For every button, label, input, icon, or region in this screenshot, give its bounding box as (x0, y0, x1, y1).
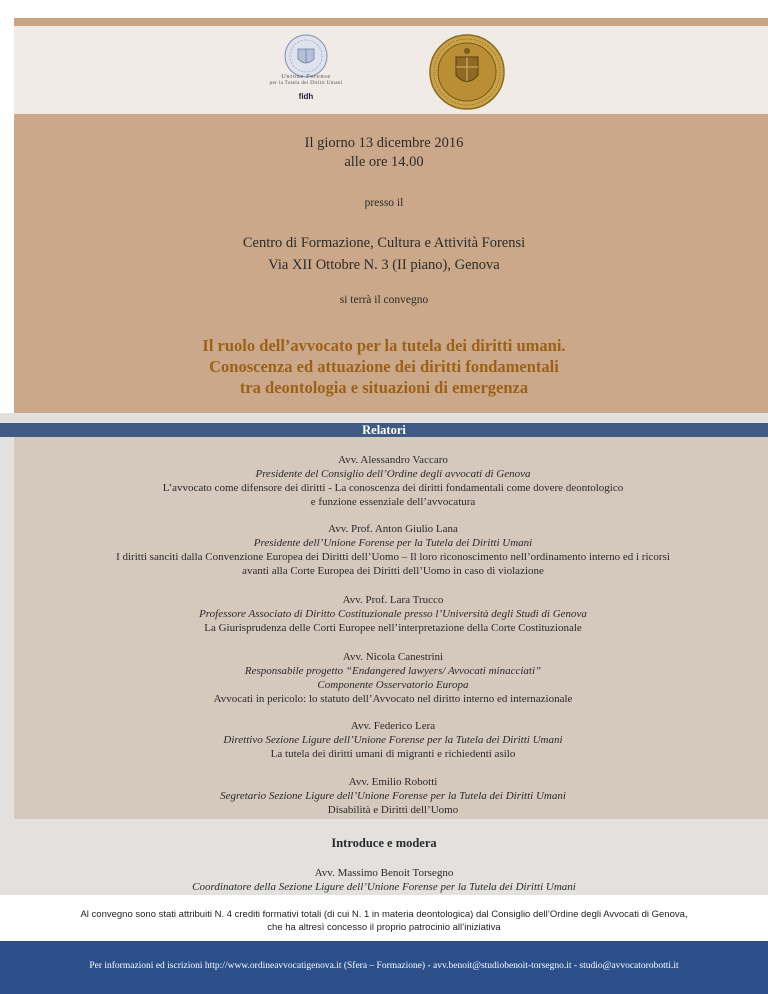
relatori-heading: Relatori (362, 423, 406, 437)
speaker-name: Avv. Prof. Anton Giulio Lana (328, 523, 458, 535)
speaker-role: Responsabile progetto “Endangered lawyers/ Avvocati minacciati” (244, 665, 542, 677)
moderator-role: Coordinatore della Sezione Ligure dell’Unione Forense per la Tutela dei Diritti Umani (192, 881, 576, 893)
fidh-badge: fidh (298, 92, 314, 101)
presso-label: presso il (364, 197, 404, 209)
event-title (0, 335, 768, 398)
event-time: alle ore 14.00 (344, 154, 424, 170)
speaker-name: Avv. Emilio Robotti (348, 776, 438, 788)
speaker-talk-line: L’avvocato come difensore dei diritti - La conoscenza dei diritti fondamentali come dovere deontologico (162, 482, 624, 494)
event-title-line2: Conoscenza ed attuazione dei diritti fondamentali (209, 357, 559, 376)
speaker-robotti (14, 775, 768, 817)
logo-band (14, 26, 768, 114)
credits-line1: Al convegno sono stati attribuiti N. 4 crediti formativi totali (di cui N. 1 in materia deontologica) dal Consiglio dell’Ordine degli Avvocati di Genova, (80, 909, 688, 920)
speaker-trucco (14, 593, 768, 635)
credits-line2: che ha altresì concesso il proprio patrocinio all’iniziativa (267, 922, 501, 933)
speaker-name: Avv. Federico Lera (350, 720, 436, 732)
speaker-role: Presidente del Consiglio dell’Ordine degli avvocati di Genova (255, 468, 531, 480)
top-accent-bar (14, 18, 768, 26)
logo-left-caption (252, 73, 360, 87)
speaker-talk-line: La tutela dei diritti umani di migranti e richiedenti asilo (270, 748, 516, 760)
logo-left-line1: Unione Forense (281, 73, 331, 80)
speaker-role: Professore Associato di Diritto Costituzionale presso l’Università degli Studi di Genova (199, 608, 587, 620)
event-title-line3: tra deontologia e situazioni di emergenza (239, 378, 529, 397)
speaker-name: Avv. Alessandro Vaccaro (338, 454, 448, 466)
speaker-talk-line: I diritti sanciti dalla Convenzione Europea dei Diritti dell’Uomo – Il loro riconoscimento nell’ordinamento interno ed i ricorsi (116, 551, 670, 563)
speaker-name: Avv. Nicola Canestrini (342, 651, 444, 663)
event-date: Il giorno 13 dicembre 2016 (304, 135, 464, 151)
speaker-vaccaro (14, 453, 768, 509)
speaker-role: Direttivo Sezione Ligure dell’Unione Forense per la Tutela dei Diritti Umani (223, 734, 563, 746)
moderator-name: Avv. Massimo Benoit Torsegno (314, 867, 454, 879)
speaker-name: Avv. Prof. Lara Trucco (342, 594, 444, 606)
speaker-role: Segretario Sezione Ligure dell’Unione Forense per la Tutela dei Diritti Umani (220, 790, 566, 802)
moderator-heading: Introduce e modera (331, 836, 437, 850)
speaker-role-secondary: Componente Osservatorio Europa (317, 679, 469, 691)
convegno-intro: si terrà il convegno (339, 294, 429, 306)
credits-notice (0, 908, 768, 934)
speaker-talk-line: Disabilità e Diritti dell’Uomo (327, 804, 459, 816)
venue-address: Via XII Ottobre N. 3 (II piano), Genova (268, 257, 500, 273)
logo-left-line2: per la Tutela dei Diritti Umani (269, 80, 343, 86)
speaker-talk-line: La Giurisprudenza delle Corti Europee nell’interpretazione della Corte Costituzionale (204, 622, 582, 634)
speaker-lana (14, 522, 768, 578)
speaker-lera (14, 719, 768, 761)
speaker-role: Presidente dell’Unione Forense per la Tutela dei Diritti Umani (253, 537, 533, 549)
venue-name: Centro di Formazione, Cultura e Attività Forensi (242, 235, 526, 251)
footer-contact-info: Per informazioni ed iscrizioni http://www.ordineavvocatigenova.it (Sfera – Formazione) - avv.benoit@studiobenoit-torsegno.it - studio@avvocatorobotti.it (89, 961, 679, 971)
speaker-canestrini (14, 650, 768, 706)
seal-emblem-icon (428, 33, 506, 111)
moderator-block (0, 866, 768, 894)
speaker-talk-line: Avvocati in pericolo: lo statuto dell’Avvocato nel diritto interno ed internazionale (213, 693, 573, 705)
speaker-talk-line: avanti alla Corte Europea dei Diritti dell’Uomo in caso di violazione (242, 565, 544, 577)
event-title-line1: Il ruolo dell’avvocato per la tutela dei diritti umani. (202, 336, 566, 355)
speaker-talk-line: e funzione essenziale dell’avvocatura (310, 496, 476, 508)
